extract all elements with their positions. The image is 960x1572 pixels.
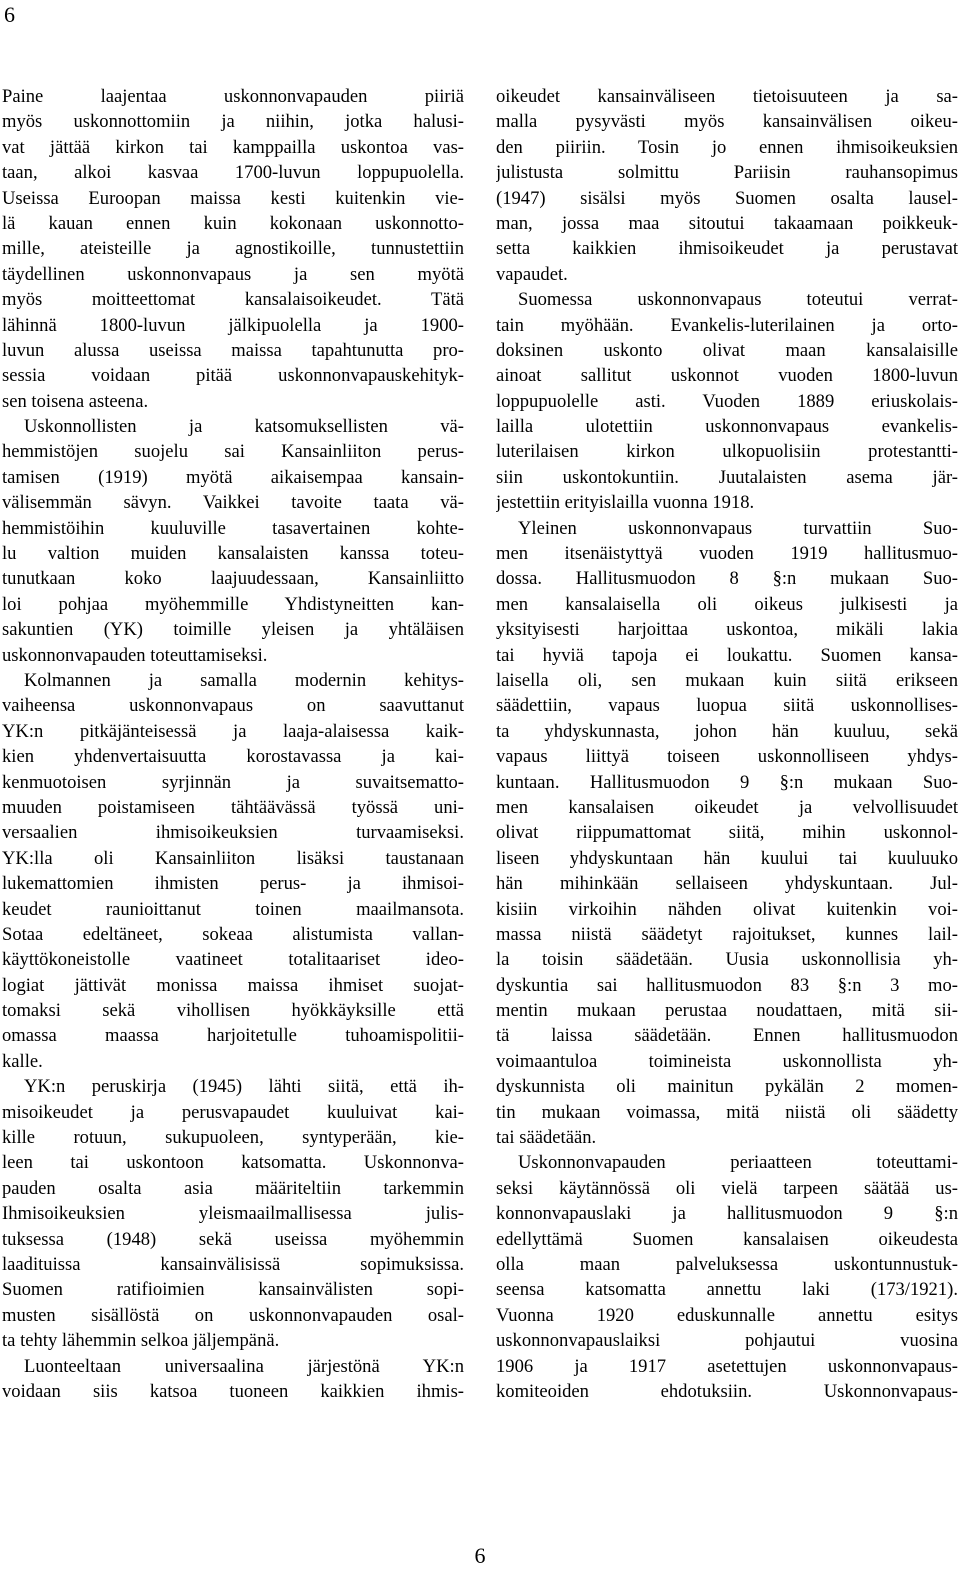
text-line: Sotaa edeltäneet, sokeaa alistumista vallan- xyxy=(2,923,464,945)
text-line: tain myöhään. Evankelis-luterilainen ja orto- xyxy=(496,314,958,336)
text-line: Paine laajentaa uskonnonvapauden piiriä xyxy=(2,86,464,107)
text-line: hän mihinkään sellaiseen yhdyskuntaan. Jul- xyxy=(496,873,958,895)
text-line: muuden poistamiseen tähtäävässä työssä uni- xyxy=(2,796,464,818)
text-line: käyttökoneistolle vaatineet totalitaariset ideo- xyxy=(2,949,464,971)
text-line: tuksessa (1948) sekä useissa myöhemmin xyxy=(2,1228,464,1250)
text-line: man, jossa maa sitoutui takaamaan poikkeuk- xyxy=(496,212,958,234)
text-line: tai hyviä tapoja ei loukattu. Suomen kansa- xyxy=(496,644,958,666)
text-line: Suomessa uskonnonvapaus toteutui verrat- xyxy=(518,289,958,311)
text-line: la toisin säädetään. Uusia uskonnollisia yh- xyxy=(496,949,958,971)
text-line: siin uskontokuntiin. Juutalaisten asema jär- xyxy=(496,466,958,488)
text-line: tomaksi sekä vihollisen hyökkäyksille että xyxy=(2,1000,464,1022)
text-line: leen tai uskontoon katsomatta. Uskonnonva- xyxy=(2,1152,464,1174)
text-line: loppupuolelle asti. Vuoden 1889 eriuskolais- xyxy=(496,390,958,412)
text-line: YK:n pitkäjänteisessä ja laaja-alaisessa kaik- xyxy=(2,720,464,742)
text-line: vapaudet. xyxy=(496,263,568,285)
text-line: versaalien ihmisoikeuksien turvaamiseksi. xyxy=(2,822,464,844)
text-line: olivat riippumattomat siitä, mihin uskonnol- xyxy=(496,822,958,844)
text-line: malla pysyvästi myös kansainvälisen oikeu- xyxy=(496,111,958,133)
text-line: laisella oli, sen mukaan kuin siitä erikseen xyxy=(496,669,958,691)
text-line: täydellinen uskonnonvapaus ja sen myötä xyxy=(2,263,464,285)
text-line: lä kauan ennen kuin kokonaan uskonnotto- xyxy=(2,212,464,234)
text-line: luvun alussa useissa maissa tapahtunutta pro- xyxy=(2,339,464,361)
text-line: (1947) sisälsi myös Suomen osalta lausel- xyxy=(496,187,958,209)
text-line: musten sisällöstä on uskonnonvapauden osal- xyxy=(2,1304,464,1326)
text-line: olla maan palveluksessa uskontunnustuk- xyxy=(496,1253,958,1275)
text-line: jestettiin erityislailla vuonna 1918. xyxy=(496,492,755,514)
text-line: men kansalaisen oikeudet ja velvollisuudet xyxy=(496,796,958,818)
text-line: Luonteeltaan universaalina järjestönä YK:n xyxy=(24,1355,464,1377)
text-line: logiat jättivät monissa maissa ihmiset suojat- xyxy=(2,974,464,996)
text-line: lailla ulotettiin uskonnonvapaus evankelis- xyxy=(496,416,958,438)
text-line: YK:n peruskirja (1945) lähti siitä, että ih- xyxy=(24,1076,464,1098)
text-line: men itsenäistyttyä vuoden 1919 hallitusmuo- xyxy=(496,543,958,565)
text-line: misoikeudet ja perusvapaudet kuuluivat kai- xyxy=(2,1101,464,1123)
text-line: säädettiin, vapaus luopua siitä uskonnollises- xyxy=(496,695,958,717)
text-line: Uskonnonvapauden periaatteen toteuttami- xyxy=(518,1152,958,1174)
text-line: Useissa Euroopan maissa kesti kuitenkin vie- xyxy=(2,187,464,209)
text-line: hemmistöjen suojelu sai Kansainliiton perus- xyxy=(2,441,464,463)
text-line: seksi käytännössä oli vielä tarpeen säätää us- xyxy=(496,1177,958,1199)
text-line: pauden osalta asia määriteltiin tarkemmin xyxy=(2,1177,464,1199)
text-line: den piiriin. Tosin jo ennen ihmisoikeuksien xyxy=(496,136,958,158)
text-line: Yleinen uskonnonvapaus turvattiin Suo- xyxy=(518,517,958,539)
page-number-bottom: 6 xyxy=(474,1543,486,1568)
text-line: uskonnonvapauden toteuttamiseksi. xyxy=(2,644,268,666)
text-line: dyskuntia sai hallitusmuodon 83 §:n 3 mo- xyxy=(496,974,958,996)
text-line: sen toisena asteena. xyxy=(2,390,149,412)
text-line: omassa maassa harjoitetulle tuhoamispolitii- xyxy=(2,1025,464,1047)
text-line: komiteoiden ehdotuksiin. Uskonnonvapaus- xyxy=(496,1380,958,1402)
text-line: vapaus liittyä toiseen uskonnolliseen yhdys- xyxy=(496,746,958,768)
text-line: kien yhdenvertaisuutta korostavassa ja kai- xyxy=(2,746,464,768)
text-line: lu valtion muiden kansalaisten kanssa toteu- xyxy=(2,543,464,565)
text-line: mille, ateisteille ja agnostikoille, tunnustettiin xyxy=(2,238,464,260)
text-line: Vuonna 1920 eduskunnalle annettu esitys xyxy=(496,1304,958,1326)
text-line: Suomen ratifioimien kansainvälisten sopi- xyxy=(2,1279,464,1301)
text-line: myös moitteettomat kansalaisoikeudet. Tätä xyxy=(2,289,464,311)
text-line: tunutkaan koko laajuudessaan, Kansainliitto xyxy=(2,568,464,590)
text-line: massa niistä säädetyt rajoitukset, kunnes lail- xyxy=(496,923,958,945)
text-line: lähinnä 1800-luvun jälkipuolella ja 1900- xyxy=(2,314,464,336)
text-line: luterilaisen kirkon ulkopuolisiin protestantti- xyxy=(496,441,958,463)
text-line: yksityisesti harjoittaa uskontoa, mikäli lakia xyxy=(496,619,958,641)
text-line: myös uskonnottomiin ja niihin, jotka halusi- xyxy=(2,111,464,133)
text-line: oikeudet kansainväliseen tietoisuuteen ja sa- xyxy=(496,86,958,107)
text-line: lukemattomien ihmisten perus- ja ihmisoi- xyxy=(2,873,464,895)
text-line: ta tehty lähemmin selkoa jäljempänä. xyxy=(2,1330,280,1352)
text-line: dyskunnista oli mainitun pykälän 2 momen- xyxy=(496,1076,958,1098)
text-line: setta kaikkien ihmisoikeudet ja perustavat xyxy=(496,238,958,260)
text-line: Uskonnollisten ja katsomuksellisten vä- xyxy=(24,416,464,438)
text-line: laadituissa kansainvälisissä sopimuksissa. xyxy=(2,1253,464,1275)
text-line: vaiheensa uskonnonvapaus on saavuttanut xyxy=(2,695,464,717)
right-column xyxy=(496,84,958,1404)
text-line: mentin mukaan perustaa noudattaen, mitä sii- xyxy=(496,1000,958,1022)
text-line: seensa katsomatta annettu laki (173/1921). xyxy=(496,1279,958,1301)
text-line: voimaantuloa toimineista uskonnollista yh- xyxy=(496,1050,958,1072)
text-line: kille rotuun, sukupuoleen, syntyperään, kie- xyxy=(2,1127,464,1149)
text-line: Kolmannen ja samalla modernin kehitys- xyxy=(24,669,464,691)
text-line: tamisen (1919) myötä aikaisempaa kansain- xyxy=(2,466,464,488)
text-line: Ihmisoikeuksien yleismaailmallisessa julis- xyxy=(2,1203,464,1225)
text-line: taan, alkoi kasvaa 1700-luvun loppupuolella. xyxy=(2,162,464,184)
text-line: julistusta solmittu Pariisin rauhansopimus xyxy=(496,162,958,184)
text-line: tä laissa säädetään. Ennen hallitusmuodon xyxy=(496,1025,958,1047)
text-line: hemmistöihin kuuluville tasavertainen kohte- xyxy=(2,517,464,539)
text-line: kisiin virkoihin nähden olivat kuitenkin voi- xyxy=(496,898,958,920)
text-line: kenmuotoisen syrjinnän ja suvaitsematto- xyxy=(2,771,464,793)
text-line: kuntaan. Hallitusmuodon 9 §:n mukaan Suo- xyxy=(496,771,958,793)
text-line: vat jättää kirkon tai kamppailla uskontoa vas- xyxy=(2,136,464,158)
text-line: kalle. xyxy=(2,1050,43,1072)
text-line: ainoat sallitut uskonnot vuoden 1800-luvun xyxy=(496,365,958,387)
text-line: konnonvapauslaki ja hallitusmuodon 9 §:n xyxy=(496,1203,958,1225)
text-line: uskonnonvapauslaiksi pohjautui vuosina xyxy=(496,1330,958,1352)
text-line: liseen yhdyskuntaan hän kuului tai kuuluuko xyxy=(496,847,958,869)
text-line: loi pohjaa myöhemmille Yhdistyneitten kan- xyxy=(2,593,464,615)
text-line: men kansalaisella oli oikeus julkisesti ja xyxy=(496,593,958,615)
text-line: sakuntien (YK) toimille yleisen ja yhtäläisen xyxy=(2,619,464,641)
text-line: keudet raunioittanut toinen maailmansota. xyxy=(2,898,464,920)
text-line: 1906 ja 1917 asetettujen uskonnonvapaus- xyxy=(496,1355,958,1377)
text-line: edellyttämä Suomen kansalaisen oikeudesta xyxy=(496,1228,958,1250)
text-line: ta yhdyskunnasta, johon hän kuuluu, sekä xyxy=(496,720,958,742)
page-number-top: 6 xyxy=(4,2,15,27)
text-line: tin mukaan voimassa, mitä niistä oli säädetty xyxy=(496,1101,958,1123)
left-column xyxy=(2,84,464,1404)
text-line: YK:lla oli Kansainliiton lisäksi taustanaan xyxy=(2,847,464,869)
text-line: tai säädetään. xyxy=(496,1127,597,1149)
text-line: sessia voidaan pitää uskonnonvapauskehityk- xyxy=(2,365,464,387)
text-line: dossa. Hallitusmuodon 8 §:n mukaan Suo- xyxy=(496,568,958,590)
text-line: voidaan siis katsoa tuoneen kaikkien ihmis- xyxy=(2,1380,464,1402)
text-line: doksinen uskonto olivat maan kansalaisille xyxy=(496,339,958,361)
text-line: välisemmän sävyn. Vaikkei tavoite taata vä- xyxy=(2,492,464,514)
